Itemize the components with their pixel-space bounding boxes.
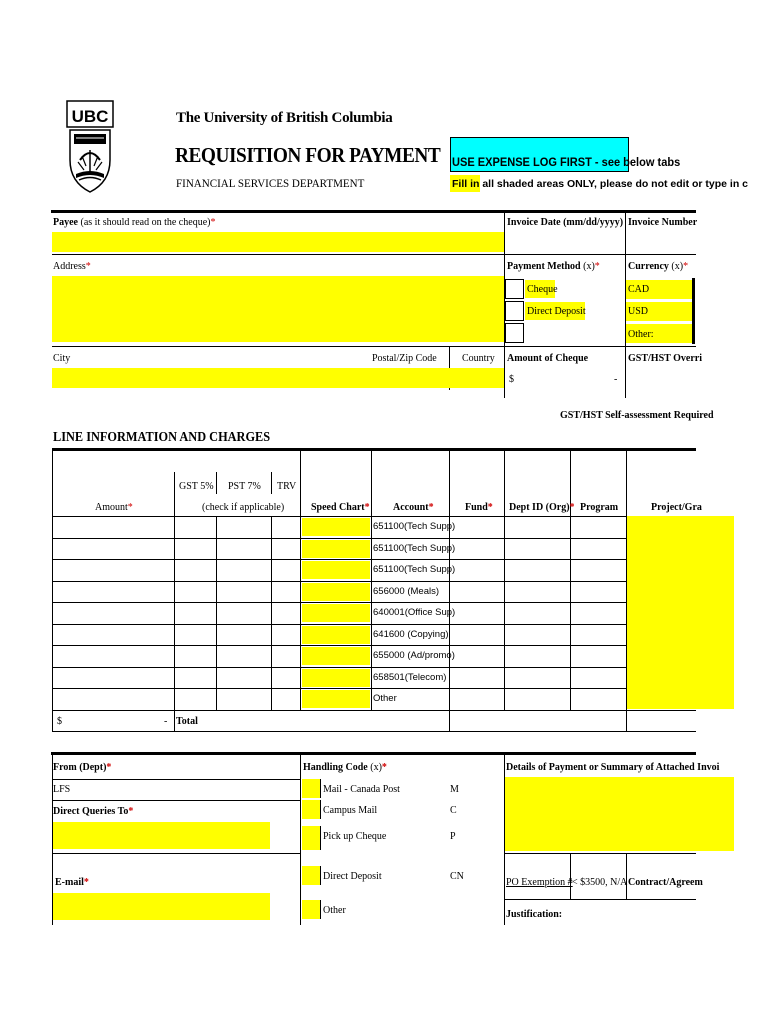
gst-self-assessment-label: GST/HST Self-assessment Required bbox=[560, 410, 714, 421]
amount-cheque-value: - bbox=[614, 374, 618, 385]
svg-text:UBC: UBC bbox=[71, 107, 109, 126]
account-header-text: Account bbox=[393, 502, 429, 513]
row-cell-edge bbox=[52, 602, 53, 624]
speed-chart-field[interactable] bbox=[302, 604, 370, 622]
row-cell-edge bbox=[174, 538, 175, 560]
row-cell-edge bbox=[271, 516, 272, 538]
from-dept-value[interactable]: LFS bbox=[53, 784, 71, 795]
row-cell-edge bbox=[174, 602, 175, 624]
line-account[interactable]: 658501(Telecom) bbox=[373, 671, 447, 683]
row-cell-edge bbox=[626, 538, 627, 560]
row-cell-edge bbox=[52, 559, 53, 581]
account-required-mark: * bbox=[428, 502, 434, 513]
row-cell-edge bbox=[216, 645, 217, 667]
speed-chart-field[interactable] bbox=[302, 669, 370, 687]
payment-cheque-checkbox[interactable] bbox=[505, 279, 524, 299]
row-cell-edge bbox=[449, 688, 450, 710]
city-label: City bbox=[53, 353, 71, 364]
handling-option-label: Mail - Canada Post bbox=[323, 784, 400, 795]
row-cell-edge bbox=[300, 538, 301, 560]
row-cell-edge bbox=[300, 516, 301, 538]
handling-code-required-mark: * bbox=[381, 762, 387, 773]
address-field[interactable] bbox=[52, 276, 504, 342]
pst-header: PST 7% bbox=[228, 481, 261, 492]
currency-required-mark: * bbox=[683, 261, 689, 272]
payment-deposit-label: Direct Deposit bbox=[527, 306, 586, 317]
handling-option-code: M bbox=[450, 784, 459, 795]
row-cell-edge bbox=[371, 624, 372, 646]
currency-label bbox=[628, 261, 688, 272]
fund-header bbox=[465, 502, 493, 513]
row-cell-edge bbox=[52, 645, 53, 667]
project-col-edge bbox=[626, 451, 627, 516]
speed-chart-field[interactable] bbox=[302, 626, 370, 644]
total-amount: - bbox=[164, 716, 168, 727]
row-cell-edge bbox=[504, 624, 505, 646]
row-cell-edge bbox=[271, 645, 272, 667]
speed-chart-field[interactable] bbox=[302, 540, 370, 558]
row-cell-edge bbox=[174, 559, 175, 581]
row-cell-edge bbox=[216, 559, 217, 581]
row-rule bbox=[52, 645, 627, 646]
row-cell-edge bbox=[570, 516, 571, 538]
fund-required-mark: * bbox=[487, 502, 493, 513]
po-exemption-value[interactable]: < $3500, N/A bbox=[572, 877, 628, 888]
expense-log-notice: USE EXPENSE LOG FIRST - see below tabs bbox=[452, 155, 681, 169]
row-cell-edge bbox=[300, 645, 301, 667]
row-cell-edge bbox=[371, 581, 372, 603]
po-divider-1 bbox=[570, 853, 571, 899]
row-cell-edge bbox=[626, 667, 627, 689]
country-label: Country bbox=[462, 353, 495, 364]
row-cell-edge bbox=[216, 688, 217, 710]
speed-chart-required-mark: * bbox=[364, 502, 370, 513]
invoice-number-label: Invoice Number bbox=[628, 217, 698, 228]
handling-option-checkbox[interactable] bbox=[302, 900, 321, 919]
row-cell-edge bbox=[626, 602, 627, 624]
row-cell-edge bbox=[504, 559, 505, 581]
city-row-rule bbox=[52, 346, 696, 347]
payee-top-rule bbox=[51, 210, 696, 213]
speed-col-edge bbox=[300, 451, 301, 516]
fund-header-text: Fund bbox=[465, 502, 488, 513]
dept-id-required-mark: * bbox=[569, 502, 575, 513]
line-account[interactable]: 651100(Tech Supp) bbox=[373, 564, 456, 575]
account-header bbox=[393, 502, 434, 513]
pst-col-edge bbox=[216, 472, 217, 494]
payee-required-mark: * bbox=[210, 217, 216, 228]
justification-label: Justification: bbox=[506, 909, 563, 920]
details-label: Details of Payment or Summary of Attached Invoi bbox=[506, 762, 720, 773]
row-cell-edge bbox=[570, 667, 571, 689]
handling-option-checkbox[interactable] bbox=[302, 826, 321, 850]
currency-other-label: Other: bbox=[628, 329, 654, 340]
gst-header: GST 5% bbox=[179, 481, 214, 492]
from-dept-required-mark: * bbox=[106, 762, 112, 773]
speed-chart-field[interactable] bbox=[302, 690, 370, 708]
row-cell-edge bbox=[570, 581, 571, 603]
row-cell-edge bbox=[52, 581, 53, 603]
line-account[interactable]: Other bbox=[373, 693, 397, 704]
row-cell-edge bbox=[504, 602, 505, 624]
from-dept-rule bbox=[52, 779, 300, 780]
row-cell-edge bbox=[271, 581, 272, 603]
row-cell-edge bbox=[504, 688, 505, 710]
row-cell-edge bbox=[52, 667, 53, 689]
email-required-mark: * bbox=[83, 877, 89, 888]
details-field[interactable] bbox=[505, 777, 734, 851]
gst-override-label: GST/HST Overri bbox=[628, 353, 702, 364]
speed-chart-field[interactable] bbox=[302, 518, 370, 536]
email-rule bbox=[52, 853, 300, 854]
row-rule bbox=[52, 559, 627, 560]
amount-cheque-currency: $ bbox=[509, 374, 514, 385]
row-cell-edge bbox=[271, 602, 272, 624]
row-cell-edge bbox=[449, 624, 450, 646]
row-cell-edge bbox=[52, 538, 53, 560]
handling-option-label: Campus Mail bbox=[323, 805, 378, 816]
row-cell-edge bbox=[216, 667, 217, 689]
row-cell-edge bbox=[174, 624, 175, 646]
handling-option-checkbox[interactable] bbox=[302, 800, 321, 819]
row-cell-edge bbox=[300, 559, 301, 581]
project-grant-field[interactable] bbox=[627, 516, 734, 709]
row-cell-edge bbox=[570, 602, 571, 624]
invoice-date-label: Invoice Date (mm/dd/yyyy) bbox=[507, 217, 624, 228]
page-title: REQUISITION FOR PAYMENT bbox=[175, 143, 441, 167]
fund-col-edge bbox=[449, 451, 450, 516]
amount-cheque-label: Amount of Cheque bbox=[507, 353, 589, 364]
handling-code-title: Handling Code bbox=[303, 762, 368, 773]
row-cell-edge bbox=[371, 602, 372, 624]
university-name: The University of British Columbia bbox=[176, 110, 393, 126]
direct-queries-rule bbox=[52, 800, 300, 801]
speed-chart-header bbox=[311, 502, 370, 513]
row-cell-edge bbox=[626, 516, 627, 538]
from-dept-label bbox=[53, 762, 111, 773]
row-rule bbox=[52, 516, 627, 517]
currency-title: Currency bbox=[628, 261, 669, 272]
amount-required-mark: * bbox=[127, 502, 133, 513]
row-cell-edge bbox=[300, 688, 301, 710]
handling-option-code: C bbox=[450, 805, 457, 816]
line-account[interactable]: 655000 (Ad/promo) bbox=[373, 650, 455, 661]
row-cell-edge bbox=[52, 688, 53, 710]
speed-chart-header-text: Speed Chart bbox=[311, 502, 365, 513]
currency-hint: (x) bbox=[671, 261, 684, 272]
footer-divider-1 bbox=[300, 755, 301, 925]
from-dept-title: From (Dept) bbox=[53, 762, 107, 773]
payment-method-required-mark: * bbox=[594, 261, 600, 272]
department-name: FINANCIAL SERVICES DEPARTMENT bbox=[176, 176, 365, 190]
trv-header: TRV bbox=[277, 481, 297, 492]
row-cell-edge bbox=[174, 581, 175, 603]
row-rule bbox=[52, 624, 627, 625]
row-cell-edge bbox=[504, 667, 505, 689]
account-col-edge bbox=[371, 451, 372, 516]
row-cell-edge bbox=[300, 602, 301, 624]
po-divider-2 bbox=[626, 853, 627, 899]
row-cell-edge bbox=[449, 581, 450, 603]
payee-row-rule bbox=[52, 254, 696, 255]
row-cell-edge bbox=[626, 624, 627, 646]
row-cell-edge bbox=[626, 688, 627, 710]
payee-field[interactable] bbox=[52, 232, 504, 252]
total-label: Total bbox=[176, 716, 198, 727]
handling-option-checkbox[interactable] bbox=[302, 779, 321, 798]
row-cell-edge bbox=[216, 624, 217, 646]
line-info-top-rule bbox=[52, 448, 696, 451]
row-cell-edge bbox=[271, 667, 272, 689]
program-header: Program bbox=[580, 502, 619, 513]
dept-col-edge bbox=[504, 451, 505, 516]
row-cell-edge bbox=[570, 645, 571, 667]
handling-option-label: Pick up Cheque bbox=[323, 831, 387, 842]
row-cell-edge bbox=[504, 645, 505, 667]
row-cell-edge bbox=[300, 624, 301, 646]
ubc-crest-icon bbox=[66, 100, 114, 195]
line-account[interactable]: 651100(Tech Supp) bbox=[373, 521, 456, 532]
handling-option-code: P bbox=[450, 831, 456, 842]
row-cell-edge bbox=[174, 688, 175, 710]
row-cell-edge bbox=[271, 688, 272, 710]
row-cell-edge bbox=[52, 516, 53, 538]
currency-cad-label: CAD bbox=[628, 284, 650, 295]
row-rule bbox=[52, 581, 627, 582]
row-cell-edge bbox=[174, 516, 175, 538]
speed-chart-field[interactable] bbox=[302, 647, 370, 665]
row-cell-edge bbox=[174, 645, 175, 667]
total-top-rule bbox=[52, 710, 696, 711]
payee-hint: (as it should read on the cheque) bbox=[80, 217, 211, 228]
row-cell-edge bbox=[570, 624, 571, 646]
city-field[interactable] bbox=[52, 368, 504, 388]
payment-method-title: Payment Method bbox=[507, 261, 581, 272]
direct-queries-title: Direct Queries To bbox=[53, 806, 129, 817]
row-cell-edge bbox=[371, 559, 372, 581]
row-cell-edge bbox=[174, 667, 175, 689]
address-label bbox=[53, 261, 91, 272]
check-hint: (check if applicable) bbox=[202, 502, 285, 513]
row-cell-edge bbox=[371, 516, 372, 538]
dept-id-header bbox=[509, 502, 575, 513]
address-required-mark: * bbox=[85, 261, 91, 272]
direct-queries-required-mark: * bbox=[128, 806, 134, 817]
payment-deposit-checkbox[interactable] bbox=[505, 301, 524, 321]
row-cell-edge bbox=[570, 559, 571, 581]
row-cell-edge bbox=[570, 538, 571, 560]
total-currency: $ bbox=[57, 716, 62, 727]
handling-option-label: Other bbox=[323, 905, 346, 916]
email-field[interactable] bbox=[53, 893, 270, 920]
payment-method-label bbox=[507, 261, 600, 272]
row-cell-edge bbox=[504, 581, 505, 603]
gst-col-edge bbox=[174, 472, 175, 516]
row-cell-edge bbox=[371, 667, 372, 689]
row-cell-edge bbox=[626, 581, 627, 603]
row-rule bbox=[52, 688, 627, 689]
row-cell-edge bbox=[271, 538, 272, 560]
ubc-logo bbox=[66, 100, 114, 195]
currency-usd-label: USD bbox=[628, 306, 649, 317]
payee-title: Payee bbox=[53, 217, 78, 228]
direct-queries-field[interactable] bbox=[53, 822, 270, 849]
row-cell-edge bbox=[271, 624, 272, 646]
row-rule bbox=[52, 602, 627, 603]
row-rule bbox=[52, 667, 627, 668]
row-cell-edge bbox=[300, 667, 301, 689]
payment-blank-checkbox[interactable] bbox=[505, 323, 524, 343]
handling-option-code: CN bbox=[450, 871, 464, 882]
line-account[interactable]: 641600 (Copying) bbox=[373, 628, 449, 640]
currency-edge bbox=[692, 278, 695, 344]
total-divider-3 bbox=[626, 710, 627, 731]
details-bottom-rule bbox=[504, 853, 696, 854]
po-exemption-label bbox=[506, 877, 573, 888]
row-cell-edge bbox=[371, 538, 372, 560]
payment-method-hint: (x) bbox=[583, 261, 595, 272]
total-bottom-rule bbox=[52, 731, 696, 732]
total-divider-2 bbox=[449, 710, 450, 731]
direct-queries-label bbox=[53, 806, 133, 817]
line-account[interactable]: 651100(Tech Supp) bbox=[373, 542, 456, 554]
row-cell-edge bbox=[300, 581, 301, 603]
row-cell-edge bbox=[271, 559, 272, 581]
contract-label: Contract/Agreem bbox=[628, 877, 703, 888]
handling-option-checkbox[interactable] bbox=[302, 866, 321, 885]
row-rule bbox=[52, 538, 627, 539]
handling-option-label: Direct Deposit bbox=[323, 871, 382, 882]
amount-header bbox=[95, 502, 133, 513]
row-cell-edge bbox=[52, 624, 53, 646]
row-cell-edge bbox=[449, 667, 450, 689]
amount-header-text: Amount bbox=[95, 502, 128, 513]
row-cell-edge bbox=[504, 516, 505, 538]
speed-chart-field[interactable] bbox=[302, 583, 370, 601]
postal-label: Postal/Zip Code bbox=[372, 353, 437, 364]
row-cell-edge bbox=[504, 538, 505, 560]
total-divider bbox=[174, 710, 175, 731]
line-account[interactable]: 656000 (Meals) bbox=[373, 585, 440, 597]
row-cell-edge bbox=[216, 602, 217, 624]
row-cell-edge bbox=[216, 516, 217, 538]
address-title: Address bbox=[53, 261, 86, 272]
po-exemption-text: PO Exemption # bbox=[506, 877, 573, 888]
row-cell-edge bbox=[371, 688, 372, 710]
handling-code-hint: (x) bbox=[370, 762, 382, 773]
email-label bbox=[55, 877, 89, 888]
payee-label bbox=[53, 217, 215, 228]
line-info-title: LINE INFORMATION AND CHARGES bbox=[53, 430, 271, 445]
email-title: E-mail bbox=[55, 877, 84, 888]
row-cell-edge bbox=[216, 538, 217, 560]
handling-code-label bbox=[303, 762, 387, 773]
row-cell-edge bbox=[626, 645, 627, 667]
instructions-text: Fill in all shaded areas ONLY, please do not edit or type in c bbox=[452, 178, 749, 190]
payment-cheque-label: Cheque bbox=[527, 284, 558, 295]
row-cell-edge bbox=[626, 559, 627, 581]
speed-chart-field[interactable] bbox=[302, 561, 370, 579]
justification-rule bbox=[504, 899, 696, 900]
project-header: Project/Gra bbox=[651, 502, 702, 513]
row-cell-edge bbox=[216, 581, 217, 603]
row-cell-edge bbox=[371, 645, 372, 667]
line-account[interactable]: 640001(Office Sup) bbox=[373, 607, 456, 618]
row-cell-edge bbox=[570, 688, 571, 710]
dept-id-header-text: Dept ID (Org) bbox=[509, 502, 570, 513]
trv-col-edge bbox=[271, 472, 272, 494]
footer-top-rule bbox=[51, 752, 696, 755]
